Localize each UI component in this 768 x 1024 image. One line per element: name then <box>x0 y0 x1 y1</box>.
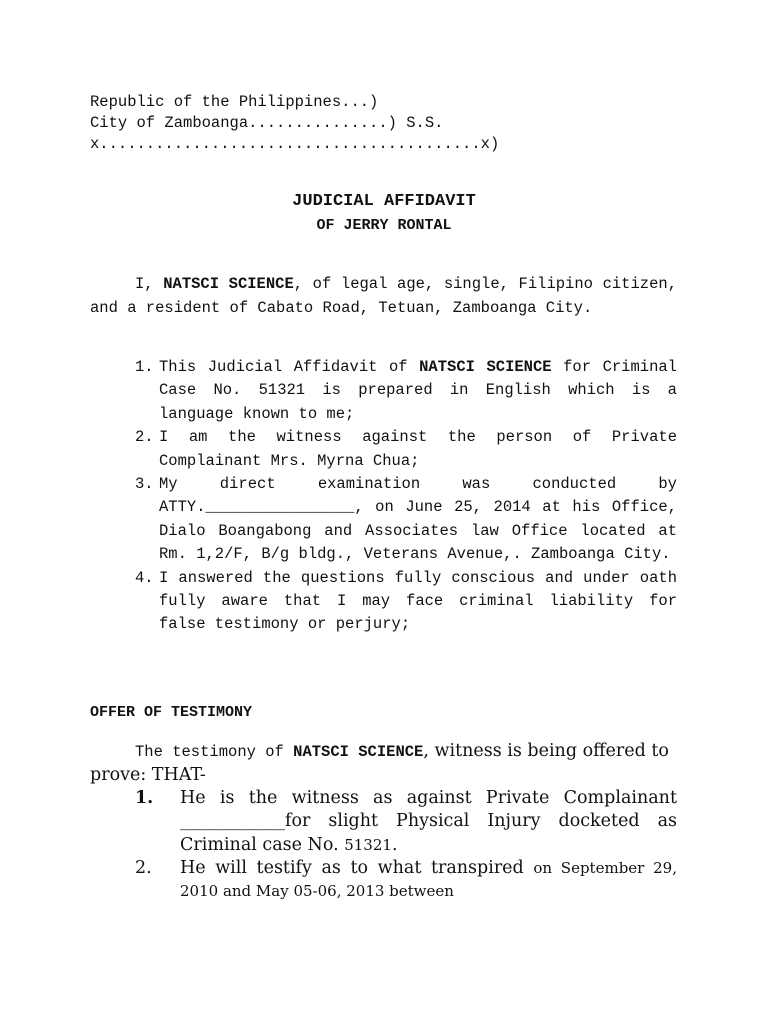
item-text: This Judicial Affidavit of <box>159 358 420 376</box>
item-text: I am the witness against the person of Private Complainant Mrs. Myrna Chua; <box>159 428 677 470</box>
item-text: He will testify as to what transpired <box>180 857 534 878</box>
list-item <box>90 787 677 857</box>
item-text-b: for slight Physical Injury docketed as Criminal case No. <box>180 811 677 855</box>
item-number: 3. <box>135 475 154 494</box>
venue-header <box>90 92 499 155</box>
offer-post: , witness is being offered to prove: THAT- <box>90 741 669 785</box>
venue-line-2: City of Zamboanga...............) S.S. <box>90 114 444 132</box>
item-text-post: for Criminal Case No. 51321 is prepared in English which is a language known to me; <box>159 358 677 423</box>
offer-paragraph <box>90 740 677 787</box>
venue-line-1: Republic of the Philippines...) <box>90 93 379 111</box>
item-text: My direct examination was conducted by ATTY.________________, on June 25, 2014 at his Office, Dialo Boangabong and Associates law Office located at Rm. 1,2/F, B/g bldg., Veterans Avenue,. Zamboanga City. <box>159 475 677 564</box>
affiant-name: NATSCI SCIENCE <box>163 275 294 293</box>
document-subtitle: OF JERRY RONTAL <box>316 217 452 234</box>
item-number: 4. <box>135 568 154 587</box>
intro-pre: I, <box>135 275 164 293</box>
list-item <box>90 473 677 567</box>
intro-paragraph <box>90 272 677 320</box>
offer-pre: The testimony of <box>135 743 294 761</box>
venue-line-3: x.........................................x) <box>90 135 500 153</box>
witness-name: NATSCI SCIENCE <box>293 743 424 761</box>
item-number: 2. <box>135 428 154 447</box>
offer-heading: OFFER OF TESTIMONY <box>90 704 253 721</box>
item-number: 2. <box>135 857 152 878</box>
item-text: He is the witness as against Private Complainant <box>180 788 677 808</box>
intro-post: , of legal age, single, Filipino citizen, and a resident of Cabato Road, Tetuan, Zamboanga City. <box>90 275 677 317</box>
item-text: I answered the questions fully conscious and under oath fully aware that I may face criminal liability for false testimony or perjury; <box>159 568 677 634</box>
item-number: 1. <box>135 358 154 376</box>
case-number: 51321 <box>344 835 392 854</box>
list-item <box>90 857 677 904</box>
facts-list <box>90 356 677 637</box>
list-item <box>90 567 677 637</box>
item-text-dates: on September 29, 2010 and May 05-06, 2013 between <box>180 858 677 901</box>
blank-line: ____________ <box>180 811 285 832</box>
item-bold-name: NATSCI SCIENCE <box>419 358 552 376</box>
list-item <box>90 356 677 426</box>
list-item <box>90 426 677 473</box>
document-title: JUDICIAL AFFIDAVIT <box>292 192 476 211</box>
item-number: 1. <box>135 788 154 808</box>
prove-list <box>90 787 677 903</box>
item-text-end: . <box>391 834 398 855</box>
